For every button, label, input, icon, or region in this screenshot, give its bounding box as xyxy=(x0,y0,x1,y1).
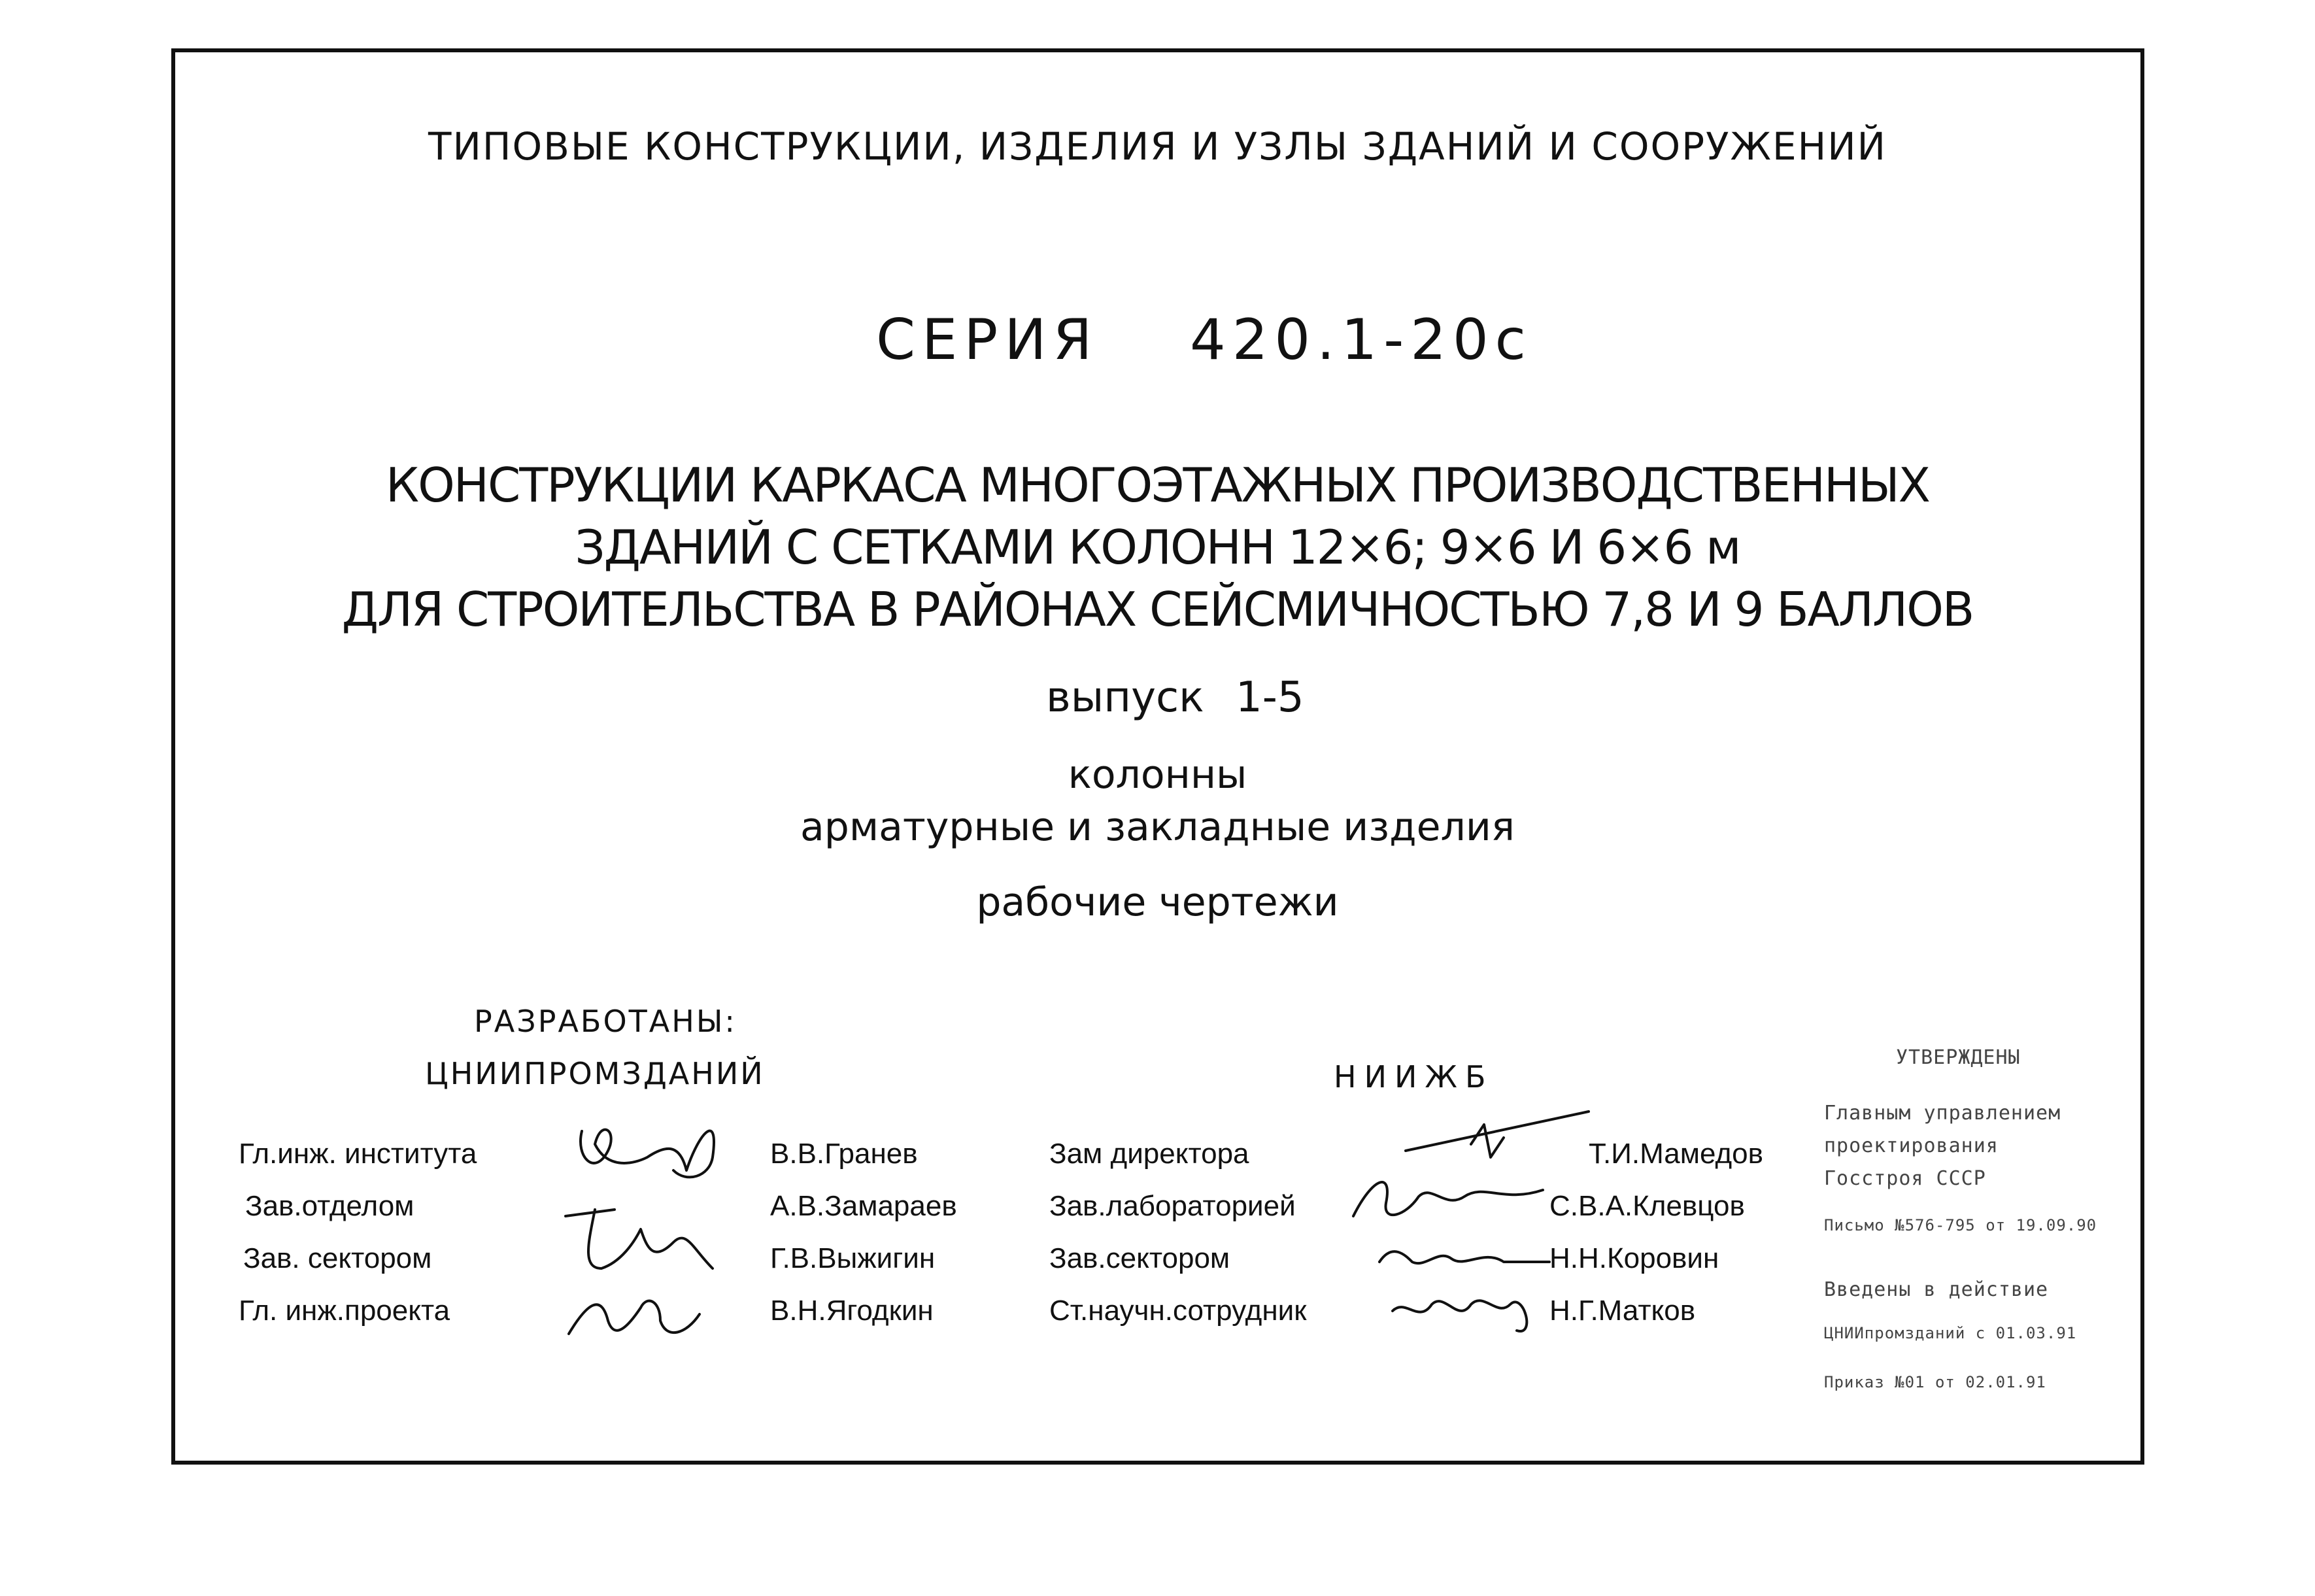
developer-org-1: ЦНИИПРОМЗДАНИЙ xyxy=(425,1056,765,1091)
developer-org-2: НИИЖБ xyxy=(1334,1059,1494,1095)
signature-matkov xyxy=(1386,1278,1556,1344)
title-line-2: ЗДАНИЙ С СЕТКАМИ КОЛОНН 12×6; 9×6 И 6×6 м xyxy=(575,520,1740,575)
title-line-3: ДЛЯ СТРОИТЕЛЬСТВА В РАЙОНАХ СЕЙСМИЧНОСТЬЮ 7,8 И 9 БАЛЛОВ xyxy=(341,582,1974,637)
staff-right-position-2: Зав.лабораторией xyxy=(1049,1190,1296,1222)
approval-line-3: Госстроя СССР xyxy=(1824,1167,1986,1190)
staff-left-name-2: А.В.Замараев xyxy=(770,1190,957,1222)
staff-right-name-2: С.В.А.Клевцов xyxy=(1549,1190,1745,1222)
staff-left-name-3: Г.В.Выжигин xyxy=(770,1242,936,1274)
series-number: 420.1-20с xyxy=(1190,307,1532,373)
approval-line-6: ЦНИИпромзданий с 01.03.91 xyxy=(1824,1324,2077,1342)
signature-klevtsov xyxy=(1347,1164,1556,1229)
approval-line-5: Введены в действие xyxy=(1824,1278,2049,1301)
staff-right-name-4: Н.Г.Матков xyxy=(1549,1295,1696,1327)
content-line-2: арматурные и закладные изделия xyxy=(800,804,1515,850)
staff-right-name-3: Н.Н.Коровин xyxy=(1549,1242,1719,1274)
staff-right-name-1: Т.И.Мамедов xyxy=(1589,1138,1763,1170)
content-line-1: колонны xyxy=(1068,752,1247,798)
header-subtitle: ТИПОВЫЕ КОНСТРУКЦИИ, ИЗДЕЛИЯ И УЗЛЫ ЗДАНИЙ И СООРУЖЕНИЙ xyxy=(428,124,1887,169)
staff-left-name-1: В.В.Гранев xyxy=(770,1138,918,1170)
approval-line-1: Главным управлением xyxy=(1824,1102,2061,1125)
staff-right-position-3: Зав.сектором xyxy=(1049,1242,1230,1274)
approval-line-4: Письмо №576-795 от 19.09.90 xyxy=(1824,1216,2097,1234)
approval-line-2: проектирования xyxy=(1824,1134,1999,1157)
staff-left-position-4: Гл. инж.проекта xyxy=(239,1295,450,1327)
approval-title: УТВЕРЖДЕНЫ xyxy=(1896,1046,2021,1069)
signature-yagodkin xyxy=(562,1275,706,1353)
approval-line-7: Приказ №01 от 02.01.91 xyxy=(1824,1373,2046,1391)
signature-granev xyxy=(569,1105,739,1197)
staff-left-position-2: Зав.отделом xyxy=(245,1190,414,1222)
staff-left-position-3: Зав. сектором xyxy=(243,1242,432,1274)
staff-right-position-4: Ст.научн.сотрудник xyxy=(1049,1295,1307,1327)
staff-right-position-1: Зам директора xyxy=(1049,1138,1249,1170)
issue-label: выпуск xyxy=(1046,673,1204,722)
staff-left-name-4: В.Н.Ягодкин xyxy=(770,1295,934,1327)
staff-left-position-1: Гл.инж. института xyxy=(239,1138,477,1170)
signature-korovin xyxy=(1373,1229,1556,1282)
issue-number: 1-5 xyxy=(1236,673,1304,722)
content-line-3: рабочие чертежи xyxy=(976,879,1339,925)
developed-label: РАЗРАБОТАНЫ: xyxy=(474,1004,737,1039)
title-line-1: КОНСТРУКЦИИ КАРКАСА МНОГОЭТАЖНЫХ ПРОИЗВОДСТВЕННЫХ xyxy=(386,458,1929,513)
series-label: СЕРИЯ xyxy=(876,307,1099,373)
signature-vyzhigin xyxy=(556,1190,726,1288)
